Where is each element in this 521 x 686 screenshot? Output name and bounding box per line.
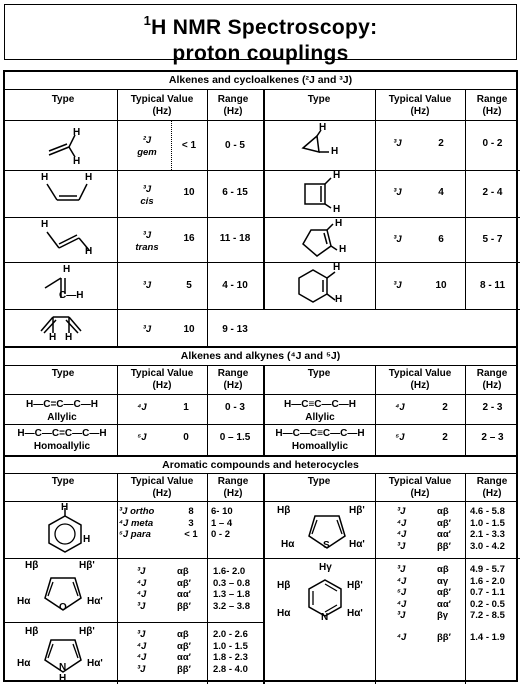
range-value: 0 – 1.5 [219,432,251,443]
atom-label: H [85,246,93,257]
range-value: 5 - 7 [482,234,503,245]
atom-label: H [61,502,69,513]
header-range-hz: (Hz) [482,488,502,499]
homoallylic-formula: H—C—C=C—C—H [17,428,107,439]
j-type: ⁴J [137,402,147,413]
j-type: ³J [142,324,152,335]
pyridine-j-list: ³J ⁴J ⁵J ⁴J ³J ⁴J [397,564,407,643]
gem-alkene-structure [45,125,95,169]
header-type: Type [307,94,331,105]
header-range-hz: (Hz) [482,106,502,117]
typical-value: 0 [183,432,189,443]
pyridine-pairs: αβ αγ αβ′ αα′ βγ ββ′ [437,564,451,643]
alkyne-allylic-formula: H—C≡C—C—H [284,399,356,410]
j-type: ³J [393,280,402,291]
range-value: 2 – 3 [481,432,504,443]
typical-value: 6 [438,234,444,245]
atom-label: Hα [277,608,291,619]
atom-label: H [73,127,81,138]
atom-label: H [333,170,341,181]
header-hz: (Hz) [152,106,172,117]
atom-label: H [65,332,73,343]
header-range: Range [217,94,249,105]
typical-value: 1 [183,402,189,413]
range-value: 11 - 18 [219,233,251,244]
pyridine-ranges: 4.9 - 5.7 1.6 - 2.0 0.7 - 1.1 0.2 - 0.5 7.2 - 8.5 1.4 - 1.9 [470,564,505,643]
section1-title: Alkenes and cycloalkenes (²J and ³J) [168,74,353,86]
j-type: ³J [393,138,402,149]
header-range-hz: (Hz) [223,380,243,391]
header-range: Range [476,476,508,487]
atom-label: H [319,122,327,133]
header-type: Type [51,368,75,379]
benzene-values: 8 3 < 1 [184,506,198,540]
range-value: 9 - 13 [222,324,248,335]
benzene-ranges: 6- 10 1 – 4 0 - 2 [211,506,233,540]
j-type: ⁵J [137,432,147,443]
header-hz: (Hz) [410,106,430,117]
atom-label: Hβ' [79,560,95,571]
benzene-j-list: ³J ortho ⁴J meta ⁵J para [119,506,155,540]
typical-value: 2 [438,138,444,149]
j-type: ⁴J [395,402,405,413]
j-type: ³J [142,280,152,291]
furan-j-list: ³J ⁴J ⁴J ³J [137,566,147,612]
atom-label: H [335,218,343,229]
atom-label: H [333,204,341,215]
range-value: 0 - 3 [224,402,245,413]
alkyne-allylic-name: Allylic [305,412,335,423]
header-range-hz: (Hz) [223,106,243,117]
atom-label: Hα [17,596,31,607]
atom-label: Hβ' [347,580,363,591]
thiophene-pairs: αβ αβ′ αα′ ββ′ [437,506,451,552]
typical-value: < 1 [181,140,197,151]
header-range-hz: (Hz) [223,488,243,499]
atom-label: H [63,264,71,275]
range-value: 2 - 4 [482,187,503,198]
pyrrole-ranges: 2.0 - 2.6 1.0 - 1.5 1.8 - 2.3 2.8 - 4.0 [213,629,248,675]
typical-value: 5 [186,280,192,291]
typical-value: 4 [438,187,444,198]
header-typical: Typical Value [388,368,452,379]
atom-label: N [321,612,329,623]
j-type: ³J trans [135,230,159,253]
header-hz: (Hz) [152,380,172,391]
homoallylic-name: Homoallylic [33,441,91,452]
header-typical: Typical Value [130,368,194,379]
j-type: ²J gem [137,135,157,158]
header-hz: (Hz) [410,488,430,499]
header-typical: Typical Value [388,476,452,487]
thiophene-j-list: ³J ⁴J ⁴J ³J [397,506,407,552]
range-value: 8 - 11 [479,280,506,291]
typical-value: 10 [435,280,447,291]
atom-label: Hβ [277,580,291,591]
typical-value: 2 [442,432,448,443]
title-line2: proton couplings [172,42,349,65]
pyrrole-pairs: αβ αβ′ αα′ ββ′ [177,629,191,675]
j-type: ⁵J [395,432,405,443]
header-hz: (Hz) [152,488,172,499]
section3-title: Aromatic compounds and heterocycles [162,459,359,471]
header-hz: (Hz) [410,380,430,391]
atom-label: H [49,332,57,343]
header-range-hz: (Hz) [482,380,502,391]
header-typical: Typical Value [130,94,194,105]
atom-label: Hα' [347,608,363,619]
atom-label: Hα' [87,658,103,669]
atom-label: C—H [59,290,84,301]
alkyne-homoallylic-formula: H—C—C≡C—C—H [275,428,365,439]
header-range: Range [476,94,508,105]
atom-label: Hβ [25,626,39,637]
atom-label: Hβ' [79,626,95,637]
header-type: Type [51,476,75,487]
header-range: Range [476,368,508,379]
atom-label: Hα' [349,539,365,550]
atom-label: Hα [281,539,295,550]
header-range: Range [217,476,249,487]
header-type: Type [307,476,331,487]
range-value: 2 - 3 [482,402,503,413]
allylic-name: Allylic [47,412,77,423]
atom-label: O [59,602,67,613]
title-superscript: 1 [143,13,152,28]
j-type: ³J [393,187,402,198]
atom-label: H [73,156,81,167]
atom-label: Hβ' [349,505,365,516]
atom-label: H [41,219,49,230]
title-line1: H NMR Spectroscopy: [151,16,378,39]
atom-label: H [41,172,49,183]
atom-label: H [333,262,341,273]
header-type: Type [307,368,331,379]
cyclobutene-structure [299,174,349,214]
atom-label: S [323,540,330,551]
typical-value: 10 [183,324,195,335]
coupling-table [3,70,518,682]
cyclopentene-structure [293,218,353,262]
atom-label: Hβ [277,505,291,516]
alkyne-homoallylic-name: Homoallylic [291,441,349,452]
section2-title: Alkenes and alkynes (⁴J and ⁵J) [180,350,341,362]
atom-label: Hα' [87,596,103,607]
atom-label: H [339,244,347,255]
typical-value: 2 [442,402,448,413]
range-value: 0 - 5 [224,140,245,151]
range-value: 0 - 2 [482,138,503,149]
range-value: 6 - 15 [222,187,248,198]
thiophene-ranges: 4.6 - 5.8 1.0 - 1.5 2.1 - 3.3 3.0 - 4.2 [470,506,505,552]
typical-value: 16 [183,233,195,244]
atom-label: H [83,534,91,545]
page-title [4,4,517,65]
atom-label: H [331,146,339,157]
atom-label: H [85,172,93,183]
atom-label: Hβ [25,560,39,571]
header-typical: Typical Value [130,476,194,487]
j-type: ³J cis [140,184,154,207]
atom-label: Hγ [319,562,332,573]
header-typical: Typical Value [388,94,452,105]
header-range: Range [217,368,249,379]
header-type: Type [51,94,75,105]
allylic-vicinal-structure [41,266,101,308]
atom-label: H [335,294,343,305]
allylic-formula: H—C=C—C—H [26,399,98,410]
typical-value: 10 [183,187,195,198]
furan-pairs: αβ αβ′ αα′ ββ′ [177,566,191,612]
atom-label: H [59,673,67,684]
furan-ranges: 1.6- 2.0 0.3 – 0.8 1.3 – 1.8 3.2 – 3.8 [213,566,250,612]
atom-label: Hα [17,658,31,669]
atom-label: N [59,662,67,673]
range-value: 4 - 10 [222,280,248,291]
j-type: ³J [393,234,402,245]
pyrrole-j-list: ³J ⁴J ⁴J ³J [137,629,147,675]
